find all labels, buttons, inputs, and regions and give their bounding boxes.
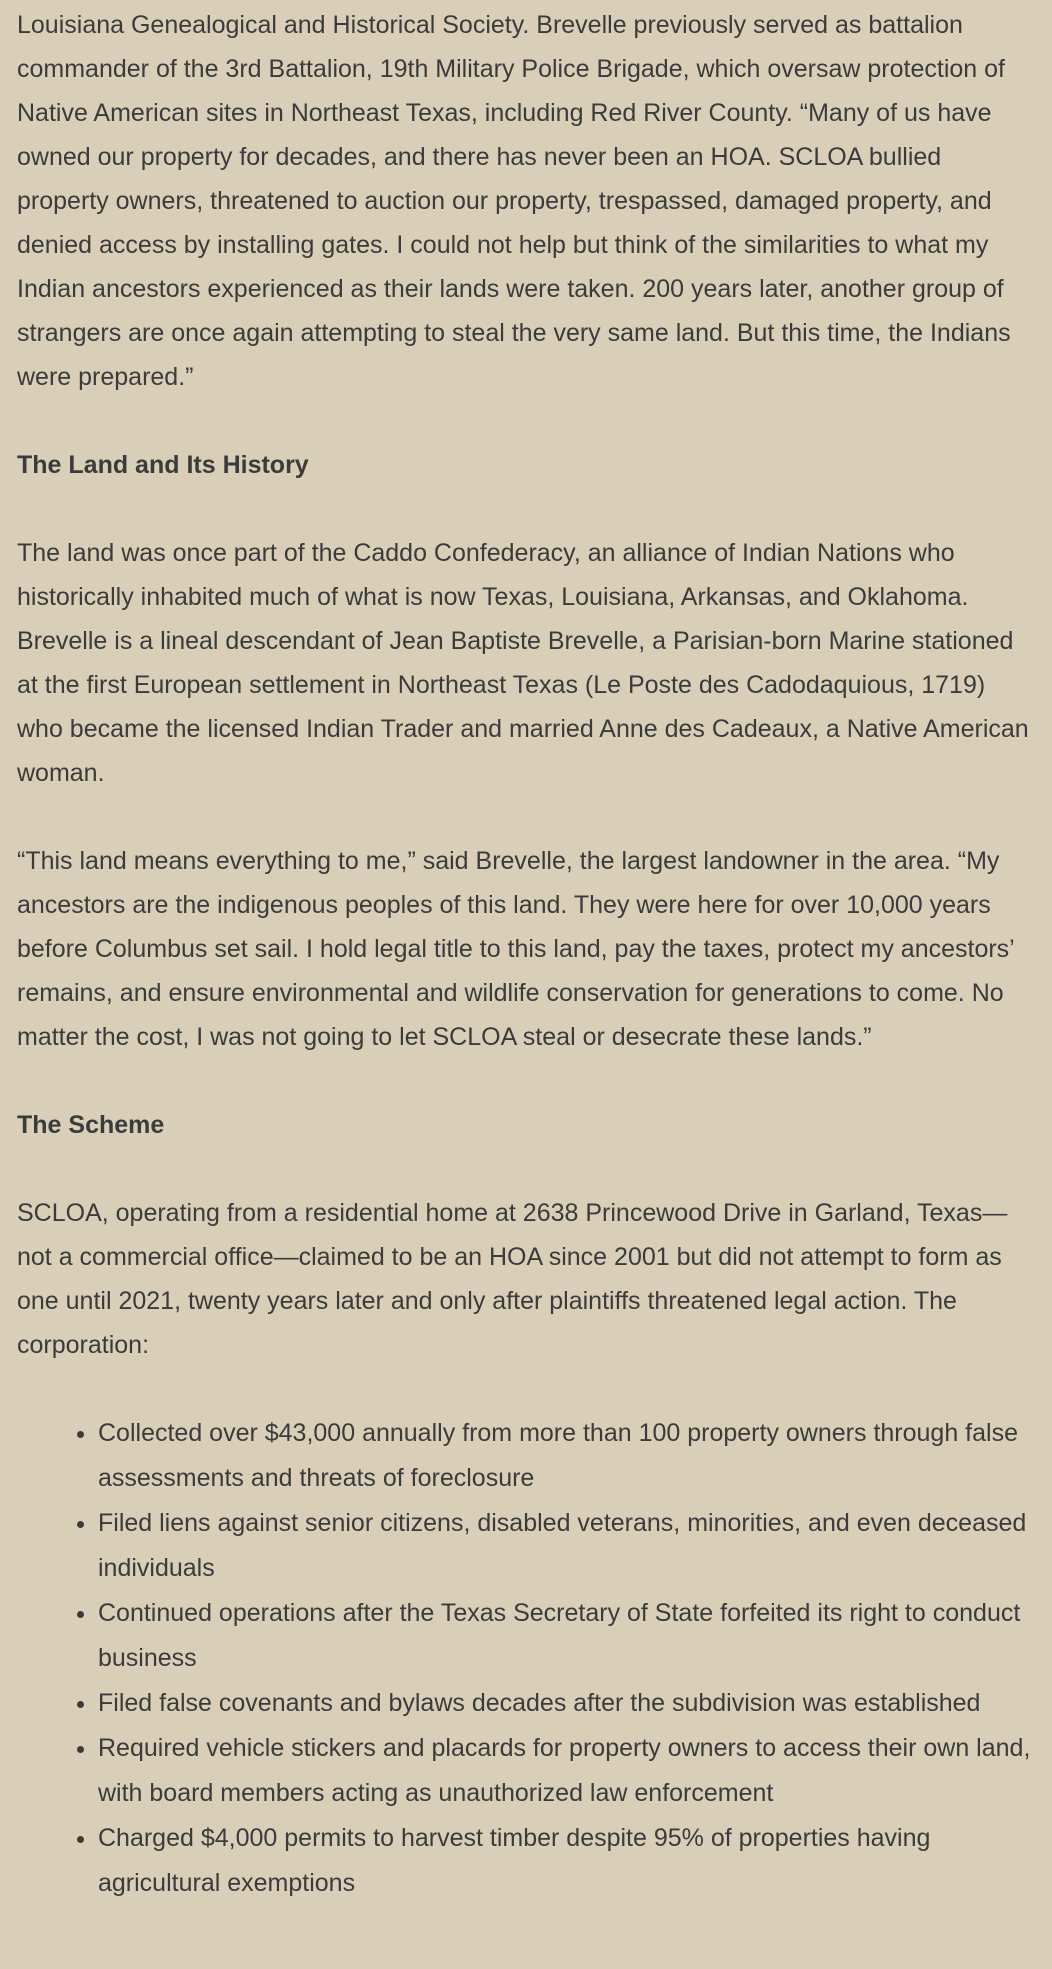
list-item: • Charged $4,000 permits to harvest timber despite 95% of properties having agricultural exemptions: [98, 1816, 1035, 1906]
land-paragraph-1: The land was once part of the Caddo Confederacy, an alliance of Indian Nations who historically inhabited much of what is now Texas, Louisiana, Arkansas, and Oklahoma. Brevelle is a lineal descendant of Jean Baptiste Brevelle, a Parisian-born Marine stationed at the first European settlement in Northeast Texas (Le Poste des Cadodaquious, 1719) who became the licensed Indian Trader and married Anne des Cadeaux, a Native American woman.: [17, 539, 1029, 787]
intro-paragraph: Louisiana Genealogical and Historical Society. Brevelle previously served as battalion commander of the 3rd Battalion, 19th Military Police Brigade, which oversaw protection of Native American sites in Northeast Texas, including Red River County. “Many of us have owned our property for decades, and there has never been an HOA. SCLOA bullied property owners, threatened to auction our property, trespassed, damaged property, and denied access by installing gates. I could not help but think of the similarities to what my Indian ancestors experienced as their lands were taken. 200 years later, another group of strangers are once again attempting to steal the very same land. But this time, the Indians were prepared.”: [17, 11, 1011, 391]
scheme-paragraph-1: SCLOA, operating from a residential home at 2638 Princewood Drive in Garland, Texas—not a commercial office—claimed to be an HOA since 2001 but did not attempt to form as one until 2021, twenty years later and only after plaintiffs threatened legal action. The corporation:: [17, 1199, 1008, 1359]
scheme-bullet-list: [17, 1411, 1035, 1906]
list-item: • Required vehicle stickers and placards for property owners to access their own land, with board members acting as unauthorized law enforcement: [98, 1726, 1035, 1816]
list-item: • Filed false covenants and bylaws decades after the subdivision was established: [98, 1681, 1035, 1726]
land-paragraph-2: “This land means everything to me,” said Brevelle, the largest landowner in the area. “My ancestors are the indigenous peoples of this land. They were here for over 10,000 years before Columbus set sail. I hold legal title to this land, pay the taxes, protect my ancestors’ remains, and ensure environmental and wildlife conservation for generations to come. No matter the cost, I was not going to let SCLOA steal or desecrate these lands.”: [17, 847, 1014, 1051]
list-item: • Filed liens against senior citizens, disabled veterans, minorities, and even deceased individuals: [98, 1501, 1035, 1591]
list-item: • Collected over $43,000 annually from more than 100 property owners through false assessments and threats of foreclosure: [98, 1411, 1035, 1501]
section-heading-scheme: The Scheme: [17, 1111, 165, 1139]
section-heading-land-history: The Land and Its History: [17, 451, 309, 479]
article-body: [0, 3, 1052, 1906]
list-item: • Continued operations after the Texas Secretary of State forfeited its right to conduct business: [98, 1591, 1035, 1681]
